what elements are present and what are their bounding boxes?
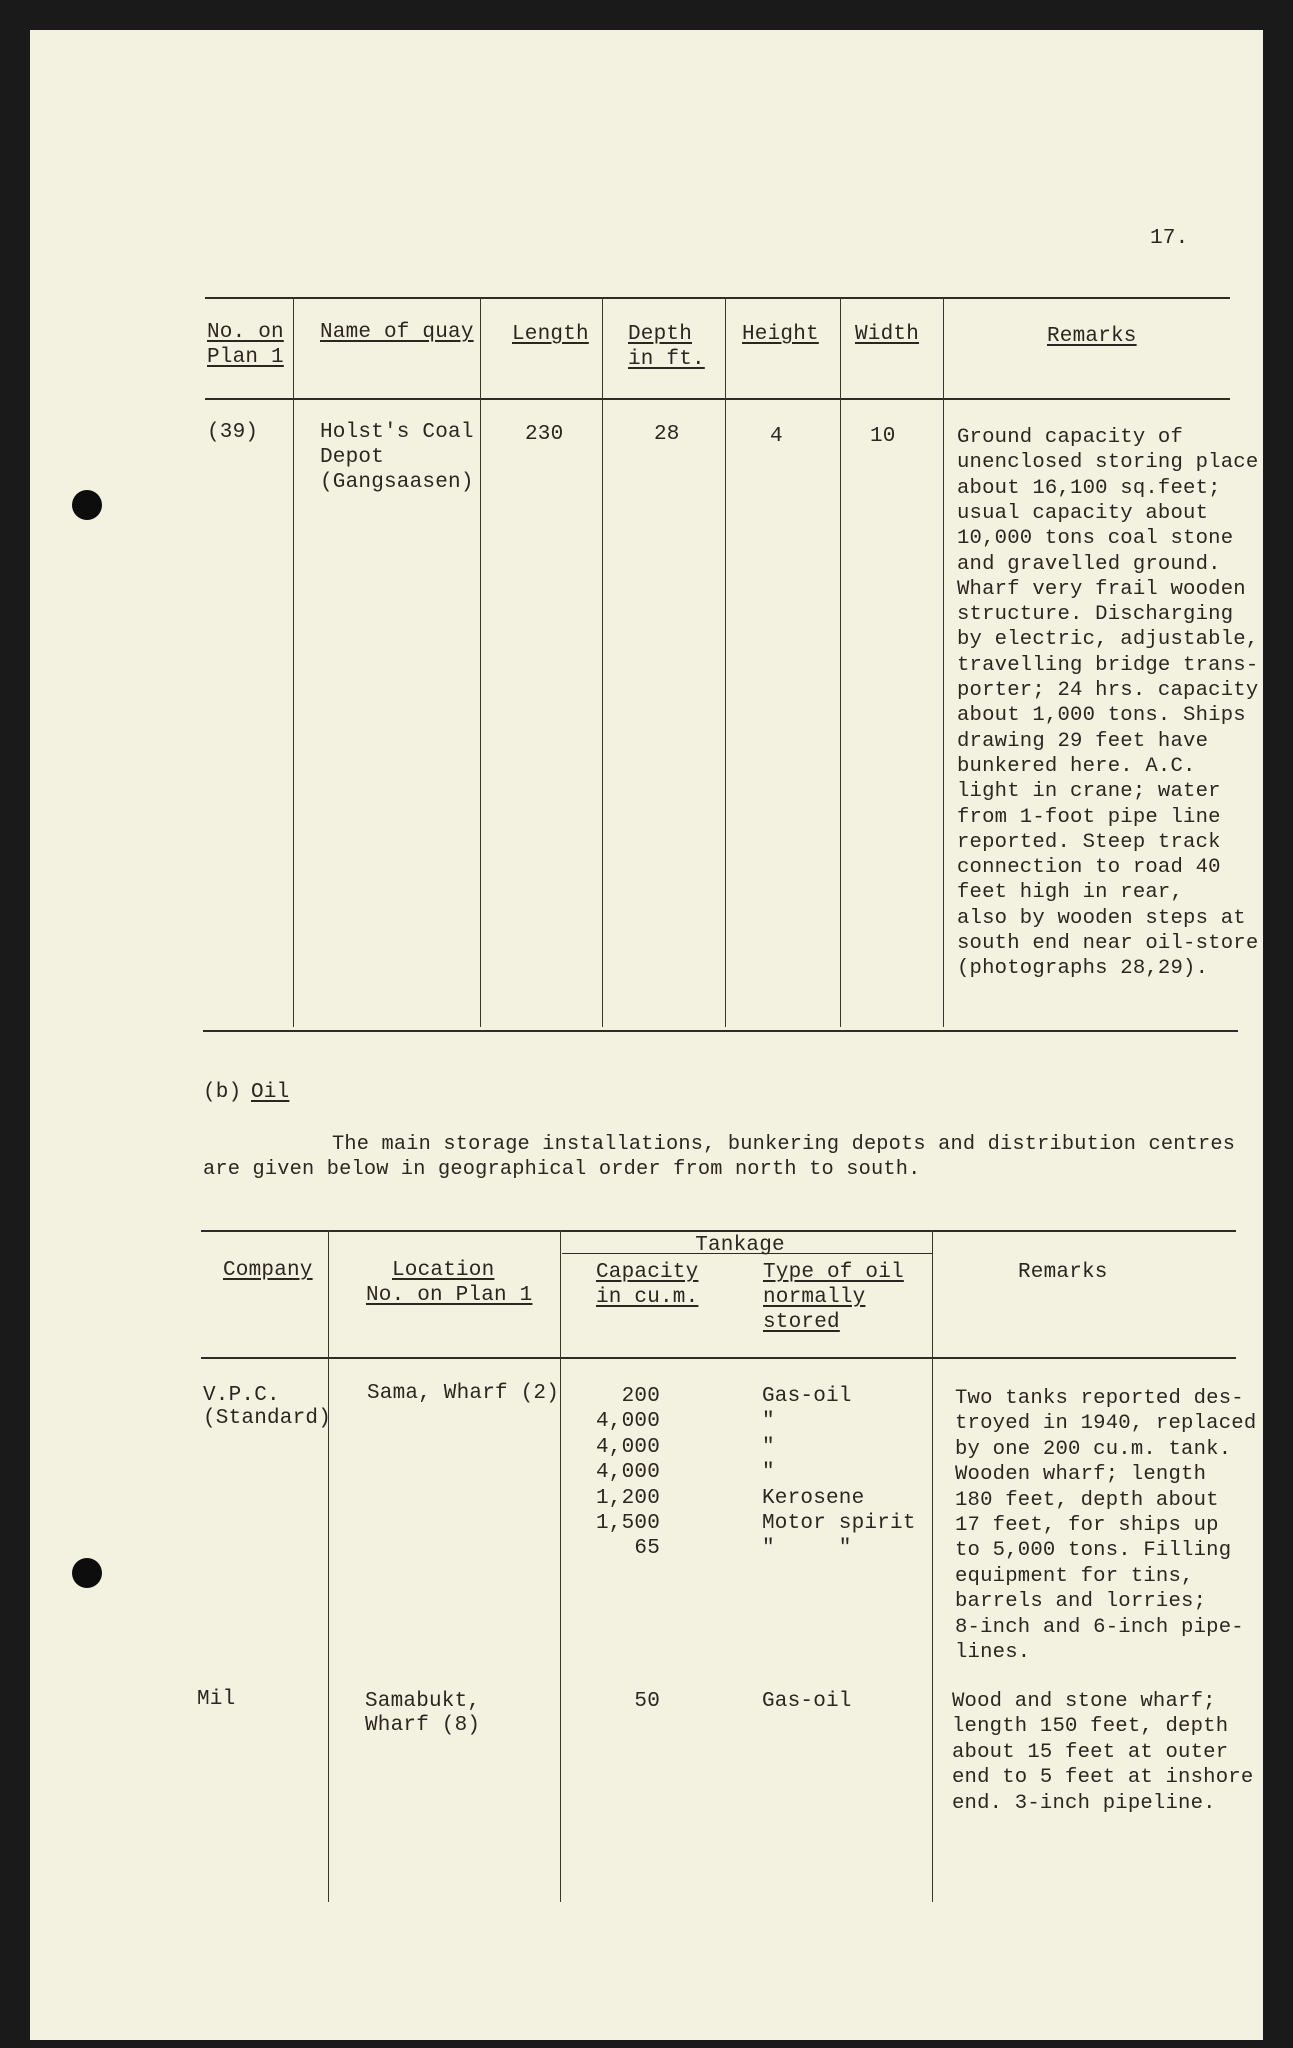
header-length: Length [512, 323, 589, 346]
oil-location-line2: Wharf (8) [365, 1714, 481, 1737]
capacity-value: 4,000 [595, 1435, 660, 1459]
remarks-line: and gravelled ground. [957, 552, 1221, 576]
remarks-line: 8-inch and 6-inch pipe- [955, 1615, 1244, 1639]
remarks-line: lines. [955, 1641, 1031, 1664]
quay-no: (39) [207, 421, 259, 444]
remarks-line: light in crane; water [957, 780, 1221, 804]
quay-name-line1: Holst's Coal [320, 421, 474, 444]
remarks-line: equipment for tins, [955, 1564, 1194, 1588]
oil-type-value: Gas-oil [762, 1385, 852, 1408]
quay-length: 230 [525, 423, 564, 446]
remarks-line: reported. Steep track [957, 830, 1221, 854]
header-tankage: Tankage [695, 1234, 785, 1257]
remarks-line: barrels and lorries; [955, 1590, 1207, 1614]
quay-col-divider [480, 297, 481, 1027]
remarks-line: by one 200 cu.m. tank. [955, 1437, 1232, 1461]
remarks-line: troyed in 1940, replaced [955, 1412, 1257, 1436]
quay-col-divider [943, 297, 944, 1027]
remarks-line: end to 5 feet at inshore [952, 1766, 1254, 1790]
oil-col-divider [932, 1230, 933, 1902]
quay-name-line2: Depot [320, 446, 385, 469]
oil-type-value: " " [762, 1537, 852, 1561]
header-remarks: Remarks [1047, 325, 1137, 348]
oil-company-line1: V.P.C. [203, 1384, 280, 1407]
quay-table-top-rule [205, 297, 1230, 299]
remarks-line: 180 feet, depth about [955, 1488, 1219, 1512]
remarks-line: Ground capacity of [957, 426, 1184, 449]
header-no-line2: Plan 1 [207, 346, 284, 369]
header-location-line2: No. on Plan 1 [366, 1284, 533, 1307]
remarks-line: Wooden wharf; length [955, 1463, 1207, 1487]
quay-table-bottom-rule [203, 1030, 1238, 1032]
oil-type-value: " [762, 1410, 775, 1434]
header-type-line2: normally [763, 1286, 866, 1309]
remarks-line: 10,000 tons coal stone [957, 527, 1234, 551]
remarks-line: bunkered here. A.C. [957, 754, 1196, 778]
quay-depth: 28 [654, 423, 680, 446]
quay-col-divider [840, 297, 841, 1027]
remarks-line: connection to road 40 [957, 856, 1221, 880]
oil-company-line1: Mil [197, 1688, 236, 1711]
capacity-value: 1,200 [595, 1486, 660, 1510]
header-type-line3: stored [763, 1311, 840, 1334]
remarks-line: feet high in rear, [957, 881, 1184, 905]
header-depth-line2: in ft. [628, 348, 705, 371]
oil-type-value: Gas-oil [762, 1690, 852, 1713]
quay-table-header-rule [205, 398, 1230, 400]
remarks-line: Wood and stone wharf; [952, 1690, 1216, 1713]
punch-hole-top [72, 490, 102, 520]
remarks-line: length 150 feet, depth [952, 1715, 1229, 1739]
header-depth-line1: Depth [628, 323, 693, 346]
remarks-line: about 15 feet at outer [952, 1740, 1229, 1764]
header-name-of-quay: Name of quay [320, 321, 474, 344]
quay-height: 4 [770, 425, 783, 448]
oil-company-line2: (Standard) [203, 1407, 332, 1430]
capacity-value: 200 [621, 1385, 660, 1408]
header-capacity-line2: in cu.m. [596, 1286, 699, 1309]
capacity-value: 4,000 [595, 1410, 660, 1434]
capacity-value: 1,500 [595, 1512, 660, 1535]
header-capacity-line1: Capacity [596, 1261, 699, 1284]
remarks-line: to 5,000 tons. Filling [955, 1539, 1232, 1563]
remarks-line: Two tanks reported des- [955, 1387, 1244, 1410]
oil-location: Sama, Wharf (2) [367, 1382, 560, 1405]
oil-heading-prefix: (b) [203, 1081, 242, 1104]
oil-col-divider [560, 1230, 561, 1902]
oil-type-value: " [762, 1435, 775, 1459]
remarks-line: unenclosed storing place [957, 451, 1259, 475]
oil-type-value: " [762, 1461, 775, 1485]
quay-col-divider [293, 297, 294, 1027]
quay-name-line3: (Gangsaasen) [320, 471, 474, 494]
oil-location-line1: Samabukt, [365, 1690, 481, 1713]
remarks-line: 17 feet, for ships up [955, 1514, 1219, 1537]
oil-table-top-rule [201, 1230, 1236, 1232]
oil-intro-line1: The main storage installations, bunkering depots and distribution centres [332, 1133, 1236, 1156]
capacity-value: 50 [634, 1690, 660, 1713]
quay-col-divider [725, 297, 726, 1027]
header-location-line1: Location [392, 1259, 495, 1282]
remarks-line: Wharf very frail wooden [957, 577, 1246, 601]
header-company: Company [223, 1259, 313, 1282]
remarks-line: about 1,000 tons. Ships [957, 704, 1246, 728]
oil-intro-line2: are given below in geographical order from north to south. [203, 1158, 921, 1181]
remarks-line: by electric, adjustable, [957, 628, 1259, 652]
capacity-value: 65 [634, 1537, 660, 1561]
header-oil-remarks: Remarks [1018, 1261, 1108, 1284]
capacity-value: 4,000 [595, 1461, 660, 1485]
header-height: Height [742, 323, 819, 346]
punch-hole-bottom [72, 1558, 102, 1588]
remarks-line: south end near oil-store [957, 932, 1259, 955]
oil-col-divider [328, 1230, 329, 1902]
header-type-line1: Type of oil [763, 1261, 904, 1284]
header-width: Width [855, 323, 920, 346]
quay-width: 10 [870, 425, 896, 448]
remarks-line: from 1-foot pipe line [957, 805, 1221, 829]
remarks-line: drawing 29 feet have [957, 729, 1209, 753]
oil-type-value: Kerosene [762, 1486, 865, 1510]
remarks-line: usual capacity about [957, 501, 1209, 525]
oil-heading: Oil [251, 1081, 290, 1104]
remarks-line: structure. Discharging [957, 603, 1234, 627]
remarks-line: (photographs 28,29). [957, 957, 1209, 981]
remarks-line: end. 3-inch pipeline. [952, 1791, 1216, 1815]
quay-col-divider [602, 297, 603, 1027]
remarks-line: porter; 24 hrs. capacity [957, 679, 1259, 702]
remarks-line: travelling bridge trans- [957, 653, 1259, 677]
oil-type-value: Motor spirit [762, 1512, 916, 1535]
page-number: 17. [1150, 227, 1189, 250]
remarks-line: about 16,100 sq.feet; [957, 476, 1221, 500]
remarks-line: also by wooden steps at [957, 906, 1246, 930]
header-no-line1: No. on [207, 321, 284, 344]
oil-table-header-rule [201, 1357, 1236, 1359]
